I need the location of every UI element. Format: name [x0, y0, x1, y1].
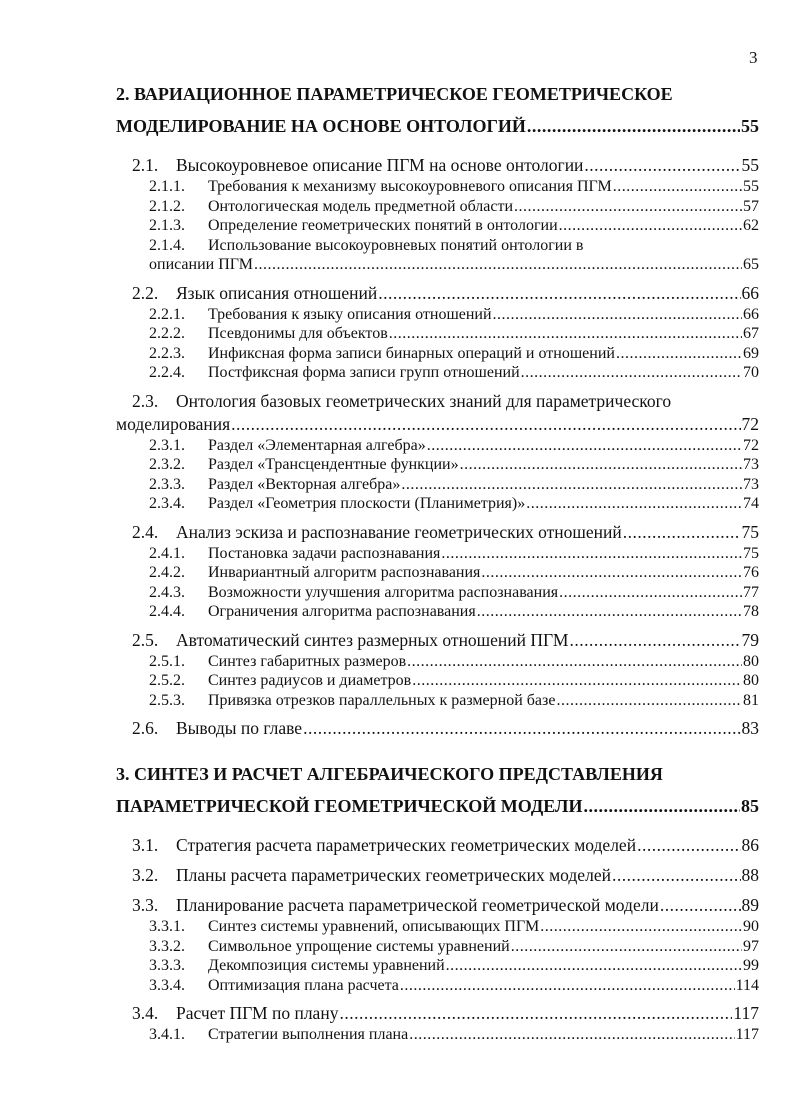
entry-title: Ограничения алгоритма распознавания [208, 603, 476, 620]
toc-entry-2-5 [116, 629, 759, 652]
entry-page: 83 [741, 718, 759, 738]
toc-entry-3-3 [116, 894, 759, 917]
toc-entry-2-2-4 [116, 363, 759, 383]
entry-page: 73 [743, 475, 759, 493]
dot-leader [616, 344, 742, 364]
entry-number: 2.1.2. [149, 197, 185, 215]
toc-entry-2-4-3 [116, 583, 759, 603]
entry-page: 67 [743, 325, 759, 342]
entry-number: 2.2.1. [149, 305, 185, 323]
toc-entry-2-5-2 [116, 671, 759, 691]
entry-title: Декомпозиция системы уравнений [208, 957, 445, 974]
entry-title: Постфиксная форма записи групп отношений [208, 364, 520, 381]
toc-entry-3-4-1 [116, 1025, 759, 1045]
dot-leader [446, 956, 742, 976]
entry-number: 3.1. [132, 835, 159, 855]
entry-page: 86 [741, 835, 759, 855]
entry-title: Синтез габаритных размеров [208, 652, 407, 670]
dot-leader [540, 917, 742, 937]
entry-title: Синтез системы уравнений, описывающих ПГМ [208, 918, 540, 935]
entry-title: Требования к механизму высокоуровневого описания ПГМ [208, 178, 612, 195]
dot-leader [481, 563, 742, 583]
toc-entry-2-3 [116, 390, 759, 436]
toc-entry-2-4-1 [116, 544, 759, 564]
entry-page: 75 [741, 521, 759, 542]
dot-leader [412, 671, 742, 691]
toc-entry-2-3-3 [116, 475, 759, 495]
entry-number: 2.5.2. [149, 672, 185, 689]
entry-number: 2.2.2. [149, 325, 185, 342]
entry-title: Постановка задачи распознавания [208, 544, 441, 562]
entry-number: 2.4.1. [149, 544, 185, 562]
entry-page: 99 [743, 957, 759, 974]
entry-number: 2.3.1. [149, 436, 185, 454]
toc-entry-2-3-1 [116, 436, 759, 456]
toc-entry-2-1-2 [116, 197, 759, 217]
entry-title: Возможности улучшения алгоритма распознавания [208, 583, 559, 601]
entry-title: Выводы по главе [176, 718, 303, 738]
entry-number: 2.1.3. [149, 217, 185, 234]
chapter-3-title-line2: ПАРАМЕТРИЧЕСКОЙ ГЕОМЕТРИЧЕСКОЙ МОДЕЛИ [116, 796, 583, 816]
entry-number: 2.2. [132, 282, 159, 303]
chapter-2-title-line1: 2. ВАРИАЦИОННОЕ ПАРАМЕТРИЧЕСКОЕ ГЕОМЕТРИЧЕСКОЕ [116, 84, 673, 104]
entry-number: 2.5.1. [149, 652, 185, 670]
dot-leader [521, 363, 742, 383]
entry-page: 66 [741, 282, 759, 303]
chapter-2-page: 55 [741, 116, 759, 136]
toc-entry-2-1-3 [116, 216, 759, 236]
entry-title-line1: Онтология базовых геометрических знаний для параметрического [176, 390, 672, 411]
toc-entry-2-1-1 [116, 177, 759, 197]
entry-title: Оптимизация плана расчета [208, 976, 399, 994]
dot-leader [583, 790, 740, 822]
dot-leader [477, 602, 742, 622]
entry-page: 80 [743, 652, 759, 670]
dot-leader [493, 305, 742, 325]
page-number: 3 [749, 48, 758, 67]
toc-entry-3-3-2 [116, 937, 759, 957]
toc-entry-2-4-2 [116, 563, 759, 583]
entry-page: 74 [743, 495, 759, 512]
entry-title-line2: описании ПГМ [149, 256, 254, 273]
toc-entry-2-2-3 [116, 344, 759, 364]
toc-entry-2-2-1 [116, 305, 759, 325]
toc-entry-2-5-3 [116, 691, 759, 711]
chapter-2-title-line2: МОДЕЛИРОВАНИЕ НА ОСНОВЕ ОНТОЛОГИЙ [116, 116, 526, 136]
entry-number: 2.4.3. [149, 583, 185, 601]
dot-leader [231, 413, 740, 436]
entry-number: 2.3.3. [149, 475, 185, 493]
entry-page: 70 [743, 364, 759, 381]
entry-page: 81 [743, 691, 759, 709]
entry-title: Раздел «Элементарная алгебра» [208, 436, 426, 454]
toc-entry-2-4 [116, 521, 759, 544]
entry-number: 3.3.2. [149, 937, 185, 955]
entry-number: 3.2. [132, 865, 159, 885]
entry-number: 3.4.1. [149, 1026, 185, 1043]
entry-page: 55 [741, 155, 759, 175]
entry-page: 117 [735, 1026, 759, 1043]
entry-page: 55 [743, 178, 759, 195]
entry-page: 65 [743, 256, 759, 273]
entry-page: 76 [743, 564, 759, 581]
entry-number: 2.4.2. [149, 564, 185, 581]
entry-page: 117 [733, 1003, 759, 1023]
entry-title: Язык описания отношений [176, 282, 378, 303]
dot-leader [612, 864, 741, 887]
dot-leader [401, 475, 742, 495]
entry-page: 78 [743, 603, 759, 620]
entry-page: 69 [743, 344, 759, 362]
toc-entry-3-3-3 [116, 956, 759, 976]
entry-title: Онтологическая модель предметной области [208, 197, 514, 215]
entry-title-line1: Использование высокоуровневых понятий онтологии в [208, 236, 584, 254]
entry-title: Инвариантный алгоритм распознавания [208, 564, 481, 581]
entry-title: Раздел «Геометрия плоскости (Планиметрия)» [208, 495, 526, 512]
toc-entry-2-6 [116, 717, 759, 740]
entry-page: 73 [743, 456, 759, 473]
dot-leader [254, 255, 742, 275]
entry-page: 80 [743, 672, 759, 689]
entry-number: 2.2.4. [149, 364, 185, 381]
entry-number: 2.4.4. [149, 603, 185, 620]
toc-entry-2-1-4 [116, 236, 759, 275]
entry-number: 2.5. [132, 629, 159, 650]
dot-leader [441, 544, 742, 564]
entry-number: 2.4. [132, 521, 159, 542]
entry-title: Раздел «Трансцендентные функции» [208, 456, 459, 473]
entry-number: 2.3.2. [149, 456, 185, 473]
dot-leader [584, 154, 740, 177]
dot-leader [400, 976, 735, 996]
entry-title: Определение геометрических понятий в онтологии [208, 217, 558, 234]
table-of-contents [116, 78, 759, 1045]
chapter-2-heading [116, 78, 759, 142]
entry-title: Расчет ПГМ по плану [176, 1003, 339, 1023]
entry-title: Привязка отрезков параллельных к размерной базе [208, 691, 556, 709]
entry-page: 57 [743, 197, 759, 215]
entry-number: 2.6. [132, 718, 159, 738]
entry-page: 77 [743, 583, 759, 601]
dot-leader [460, 455, 742, 475]
toc-entry-2-3-2 [116, 455, 759, 475]
toc-entry-3-4 [116, 1002, 759, 1025]
chapter-3-title-line1: 3. СИНТЕЗ И РАСЧЕТ АЛГЕБРАИЧЕСКОГО ПРЕДСТАВЛЕНИЯ [116, 764, 663, 784]
dot-leader [623, 521, 741, 544]
entry-number: 2.3.4. [149, 495, 185, 512]
entry-number: 3.3.1. [149, 918, 185, 935]
entry-number: 3.4. [132, 1003, 159, 1023]
dot-leader [559, 583, 742, 603]
entry-title: Стратегии выполнения плана [208, 1026, 409, 1043]
entry-page: 79 [741, 629, 759, 650]
entry-title: Высокоуровневое описание ПГМ на основе онтологии [176, 155, 584, 175]
dot-leader [378, 282, 740, 305]
entry-page: 62 [743, 217, 759, 234]
dot-leader [303, 717, 740, 740]
toc-entry-2-2 [116, 282, 759, 305]
entry-number: 3.3. [132, 895, 159, 915]
dot-leader [556, 691, 742, 711]
dot-leader [559, 216, 742, 236]
entry-page: 90 [743, 918, 759, 935]
dot-leader [514, 197, 742, 217]
chapter-3-heading [116, 758, 759, 822]
toc-entry-3-3-1 [116, 917, 759, 937]
entry-page: 89 [741, 895, 759, 915]
entry-number: 2.2.3. [149, 344, 185, 362]
dot-leader [407, 652, 742, 672]
entry-title: Инфиксная форма записи бинарных операций и отношений [208, 344, 615, 362]
dot-leader [409, 1025, 734, 1045]
dot-leader [527, 110, 740, 142]
entry-title: Планирование расчета параметрической геометрической модели [176, 895, 659, 915]
entry-title: Планы расчета параметрических геометрических моделей [176, 865, 611, 885]
entry-title: Символьное упрощение системы уравнений [208, 937, 510, 955]
entry-number: 3.3.4. [149, 976, 185, 994]
entry-page: 72 [743, 436, 759, 454]
entry-page: 75 [743, 544, 759, 562]
toc-entry-3-3-4 [116, 976, 759, 996]
entry-title: Псевдонимы для объектов [208, 325, 388, 342]
entry-page: 88 [741, 865, 759, 885]
dot-leader [613, 177, 742, 197]
entry-page: 72 [741, 413, 759, 434]
entry-number: 3.3.3. [149, 957, 185, 974]
toc-entry-3-2 [116, 864, 759, 887]
entry-title: Раздел «Векторная алгебра» [208, 475, 401, 493]
dot-leader [526, 494, 742, 514]
toc-entry-3-1 [116, 834, 759, 857]
entry-page: 97 [743, 937, 759, 955]
chapter-3-page: 85 [741, 796, 759, 816]
dot-leader [389, 324, 742, 344]
entry-title: Синтез радиусов и диаметров [208, 672, 412, 689]
entry-number: 2.1.4. [149, 236, 185, 254]
toc-entry-2-1 [116, 154, 759, 177]
dot-leader [637, 834, 740, 857]
dot-leader [569, 629, 740, 652]
toc-entry-2-4-4 [116, 602, 759, 622]
dot-leader [427, 436, 742, 456]
dot-leader [660, 894, 741, 917]
entry-number: 2.1.1. [149, 178, 185, 195]
entry-title: Автоматический синтез размерных отношений ПГМ [176, 629, 569, 650]
dot-leader [339, 1002, 732, 1025]
entry-title: Стратегия расчета параметрических геометрических моделей [176, 835, 637, 855]
entry-page: 66 [743, 305, 759, 323]
entry-number: 2.3. [132, 390, 159, 411]
toc-entry-2-3-4 [116, 494, 759, 514]
entry-number: 2.1. [132, 155, 159, 175]
entry-page: 114 [735, 976, 759, 994]
toc-entry-2-2-2 [116, 324, 759, 344]
entry-title-line2: моделирования [116, 413, 231, 434]
toc-entry-2-5-1 [116, 652, 759, 672]
dot-leader [511, 937, 742, 957]
entry-number: 2.5.3. [149, 691, 185, 709]
entry-title: Анализ эскиза и распознавание геометрических отношений [176, 521, 622, 542]
entry-title: Требования к языку описания отношений [208, 305, 492, 323]
